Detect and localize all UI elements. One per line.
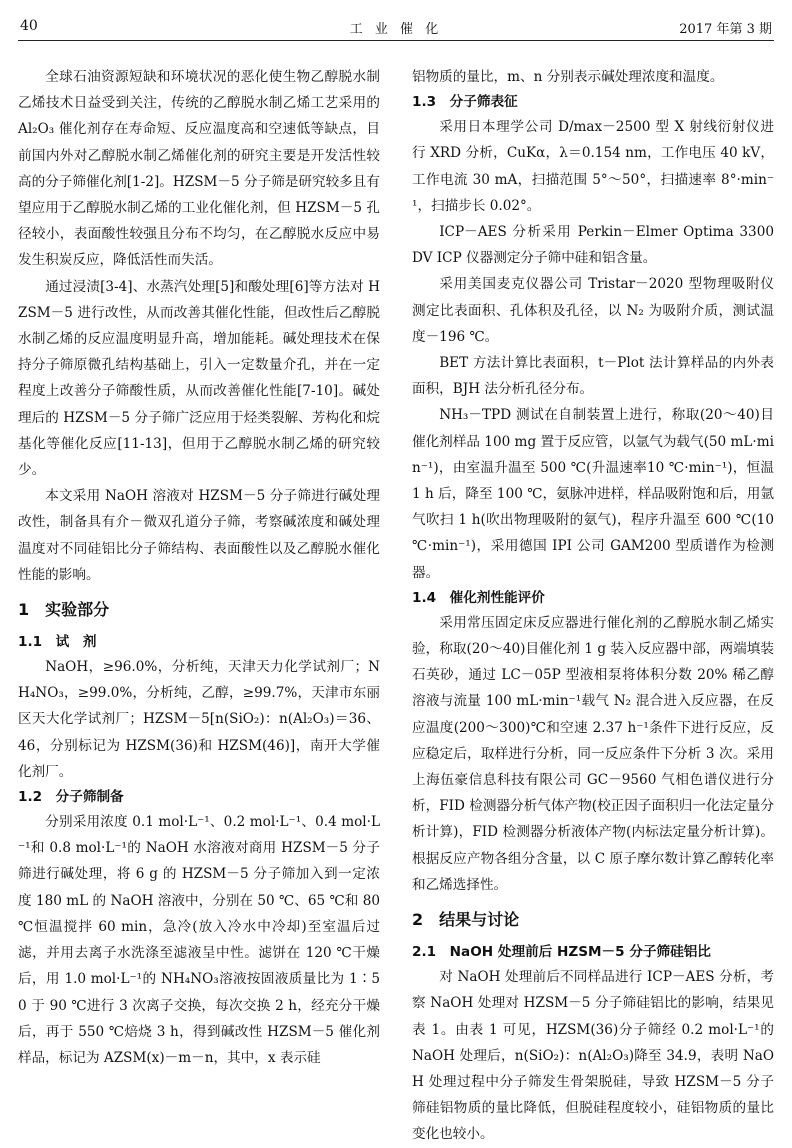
subsection-heading: 1.3 分子筛表征	[412, 94, 518, 111]
paragraph: NH₃－TPD 测试在自制装置上进行，称取(20～40)目催化剂样品 100 mg 置于反应管，以氩气为载气(50 mL·min⁻¹)，由室温升温至 500 ℃(升温速率10 ℃·min⁻¹)，恒温 1 h 后，降至 100 ℃，氨脉冲进样，样品吸附饱和后，用氩气吹扫 1 h(吹出物理吸附的氨气)，程序升温至 600 ℃(10 ℃·min⁻¹)，采用德国 IPI 公司 GAM200 型质谱作为检测器。	[412, 407, 774, 581]
paragraph: 铝物质的量比，m、n 分别表示碱处理浓度和温度。	[412, 69, 724, 85]
left-column	[18, 64, 380, 1071]
subsection-heading: 1.1 试 剂	[18, 634, 97, 651]
paragraph: 通过浸渍[3-4]、水蒸汽处理[5]和酸处理[6]等方法对 HZSM－5 进行改性，从而改善其催化性能，但改性后乙醇脱水制乙烯的反应温度明显升高，增加能耗。碱处理技术在保持分子筛原微孔结构基础上，引入一定数量介孔，并在一定程度上改善分子筛酸性质，从而改善催化性能[7-10]。碱处理后的 HZSM－5 分子筛广泛应用于烃类裂解、芳构化和烷基化等催化反应[11-13]，但用于乙醇脱水制乙烯的研究较少。	[18, 278, 380, 479]
paragraph: 采用日本理学公司 D/max－2500 型 X 射线衍射仪进行 XRD 分析，CuKα，λ＝0.154 nm，工作电压 40 kV，工作电流 30 mA，扫描范围 5°～50°，扫描速率 8°·min⁻¹，扫描步长 0.02°。	[412, 119, 774, 214]
page-header	[18, 12, 774, 41]
paragraph: NaOH，≥96.0%，分析纯，天津天力化学试剂厂；NH₄NO₃，≥99.0%，分析纯，乙醇，≥99.7%，天津市东丽区天大化学试剂厂；HZSM－5[n(SiO₂)：n(Al₂O₃)＝36、46，分别标记为 HZSM(36)和 HZSM(46)]，南开大学催化剂厂。	[18, 659, 380, 780]
paragraph: 分别采用浓度 0.1 mol·L⁻¹、0.2 mol·L⁻¹、0.4 mol·L⁻¹和 0.8 mol·L⁻¹的 NaOH 水溶液对商用 HZSM－5 分子筛进行碱处理，将 6 g 的 HZSM－5 分子筛加入到一定浓度 180 mL 的 NaOH 溶液中，分别在 50 ℃、65 ℃和 80 ℃恒温搅拌 60 min，急冷(放入冷水中冷却)至室温后过滤，并用去离子水洗涤至滤液呈中性。滤饼在 120 ℃干燥后，用 1.0 mol·L⁻¹的 NH₄NO₃溶液按固液质量比为 1∶50 于 90 ℃进行 3 次离子交换，每次交换 2 h，经充分干燥后，再于 550 ℃焙烧 3 h，得到碱改性 HZSM－5 催化剂样品，标记为 AZSM(x)－m－n，其中，x 表示硅	[18, 814, 380, 1066]
page-number: 40	[20, 18, 38, 34]
paragraph: ICP－AES 分析采用 Perkin－Elmer Optima 3300DV ICP 仪器测定分子筛中硅和铝含量。	[412, 224, 774, 267]
section-heading: 1 实验部分	[18, 600, 110, 620]
right-column	[412, 64, 774, 1148]
paragraph: 对 NaOH 处理前后不同样品进行 ICP－AES 分析，考察 NaOH 处理对 HZSM－5 分子筛硅铝比的影响，结果见表 1。由表 1 可见，HZSM(36)分子筛经 0.2 mol·L⁻¹的 NaOH 处理后，n(SiO₂)：n(Al₂O₃)降至 34.9，表明 NaOH 处理过程中分子筛发生骨架脱硅，导致 HZSM－5 分子筛硅铝物质的量比降低，但脱硅程度较小，硅铝物质的量比变化也较小。	[412, 969, 774, 1143]
paragraph: 采用美国麦克仪器公司 Tristar－2020 型物理吸附仪测定比表面积、孔体积及孔径，以 N₂ 为吸附介质，测试温度－196 ℃。	[412, 276, 774, 345]
issue-label: 2017 年第 3 期	[679, 22, 772, 37]
paragraph: 本文采用 NaOH 溶液对 HZSM－5 分子筛进行碱处理改性，制备具有介－微双孔道分子筛，考察碱浓度和碱处理温度对不同硅铝比分子筛结构、表面酸性以及乙醇脱水催化性能的影响。	[18, 488, 380, 583]
subsection-heading: 2.1 NaOH 处理前后 HZSM－5 分子筛硅铝比	[412, 944, 711, 961]
paragraph: 全球石油资源短缺和环境状况的恶化使生物乙醇脱水制乙烯技术日益受到关注，传统的乙醇脱水制乙烯工艺采用的 Al₂O₃ 催化剂存在寿命短、反应温度高和空速低等缺点，目前国内外对乙醇脱水制乙烯催化剂的研究主要是开发活性较高的分子筛催化剂[1-2]。HZSM－5 分子筛是研究较多且有望应用于乙醇脱水制乙烯的工业化催化剂，但 HZSM－5 孔径较小，表面酸性较强且分布不均匀，在乙醇脱水反应中易发生积炭反应，降低活性而失活。	[18, 69, 380, 269]
subsection-heading: 1.4 催化剂性能评价	[412, 589, 545, 606]
journal-name: 工 业 催 化	[349, 22, 443, 37]
section-heading: 2 结果与讨论	[412, 910, 520, 930]
paragraph: BET 方法计算比表面积，t－Plot 法计算样品的内外表面积，BJH 法分析孔径分布。	[412, 355, 774, 398]
subsection-heading: 1.2 分子筛制备	[18, 789, 124, 806]
paragraph: 采用常压固定床反应器进行催化剂的乙醇脱水制乙烯实验，称取(20～40)目催化剂 1 g 装入反应器中部，两端填装石英砂，通过 LC－05P 型液相泵将体积分数 20% 稀乙醇溶液与流量 100 mL·min⁻¹载气 N₂ 混合进入反应器，在反应温度(200～300)℃和空速 2.37 h⁻¹条件下进行反应，反应稳定后，取样进行分析，同一反应条件下分析 3 次。采用上海伍豪信息科技有限公司 GC－9560 气相色谱仪进行分析，FID 检测器分析气体产物(校正因子面积归一化法定量分析计算)，FID 检测器分析液体产物(内标法定量分析计算)。根据反应产物各组分含量，以 C 原子摩尔数计算乙醇转化率和乙烯选择性。	[412, 614, 774, 893]
